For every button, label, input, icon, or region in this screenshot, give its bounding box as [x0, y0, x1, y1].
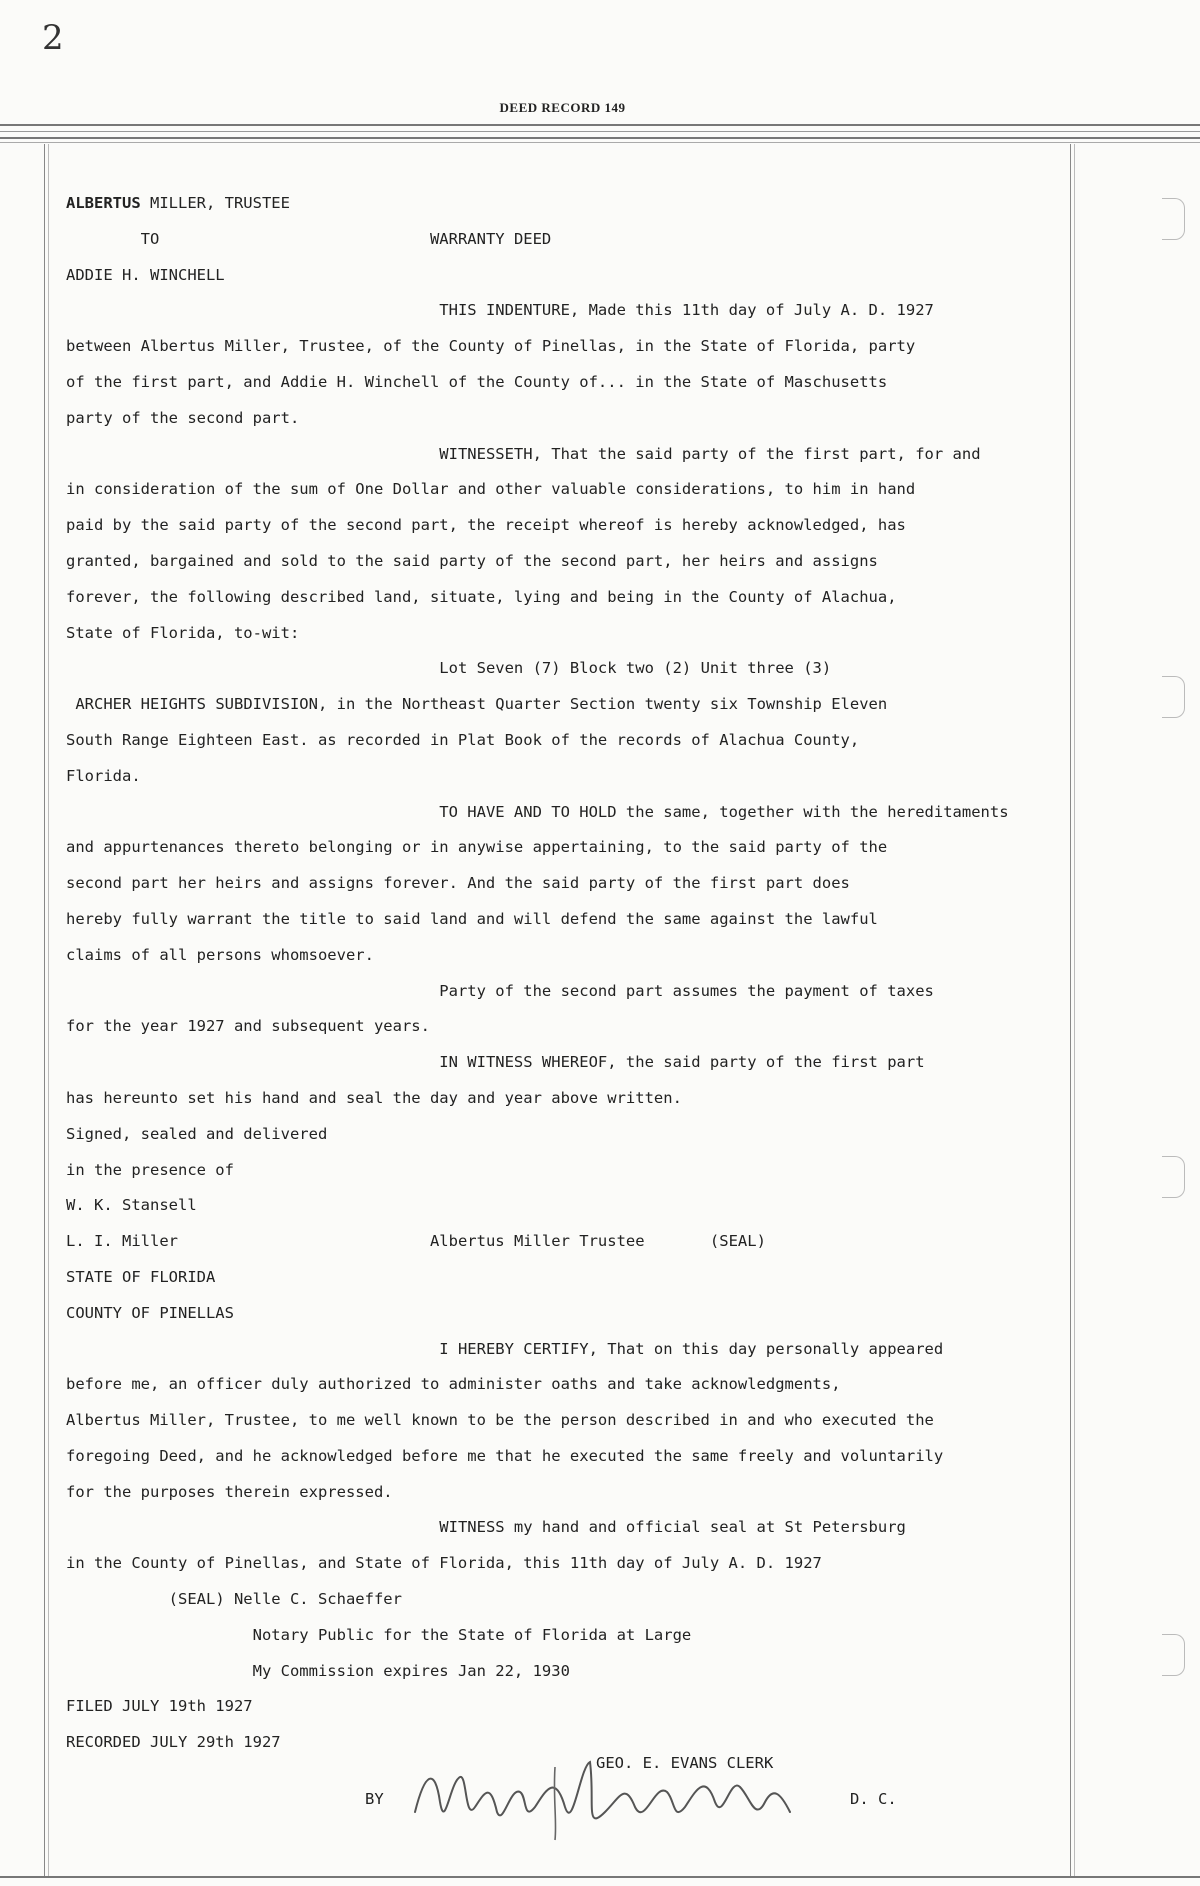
deed-text: and appurtenances thereto belonging or in anywise appertaining, to the said party of the — [66, 838, 888, 857]
deed-line — [66, 544, 1066, 580]
deed-line — [66, 759, 1066, 795]
deed-line — [66, 1224, 1066, 1260]
indent-space — [66, 803, 439, 821]
deed-line — [66, 186, 1066, 222]
deed-line — [66, 365, 1066, 401]
deed-line — [66, 1117, 1066, 1153]
deed-line — [66, 222, 1066, 258]
binder-ring-icon — [1162, 1156, 1185, 1198]
deed-text: in the presence of — [66, 1160, 234, 1179]
deed-line — [66, 1081, 1066, 1117]
deed-text: Notary Public for the State of Florida at Large — [252, 1625, 692, 1644]
deed-line — [66, 795, 1066, 831]
indent-space — [66, 301, 439, 319]
deed-text: ARCHER HEIGHTS SUBDIVISION, in the Northeast Quarter Section twenty six Township Eleven — [75, 695, 888, 714]
deed-text: Party of the second part assumes the payment of taxes — [439, 981, 934, 1000]
indent-space — [66, 1662, 253, 1680]
deed-body — [66, 186, 1066, 1761]
deed-line — [66, 1009, 1066, 1045]
deed-text: of the first part, and Addie H. Winchell of the County of... in the State of Maschusetts — [66, 372, 888, 391]
deed-line — [66, 1475, 1066, 1511]
deed-line — [66, 866, 1066, 902]
deed-text: THIS INDENTURE, Made this 11th day of July A. D. 1927 — [439, 301, 934, 320]
deed-line — [66, 1367, 1066, 1403]
deed-text: claims of all persons whomsoever. — [66, 945, 374, 964]
deed-line — [66, 293, 1066, 329]
indent-space — [66, 1053, 439, 1071]
deed-line — [66, 1045, 1066, 1081]
deed-line — [66, 508, 1066, 544]
header-rule — [0, 131, 1200, 132]
indent-space — [66, 445, 439, 463]
deed-text: foregoing Deed, and he acknowledged before me that he executed the same freely and voluntarily — [66, 1446, 944, 1465]
deed-text: hereby fully warrant the title to said land and will defend the same against the lawful — [66, 909, 878, 928]
deed-line — [66, 938, 1066, 974]
deed-line — [66, 687, 1066, 723]
deed-text: Florida. — [66, 766, 141, 785]
page-header-title: DEED RECORD 149 — [499, 100, 626, 115]
deed-line — [66, 651, 1066, 687]
deed-line — [66, 437, 1066, 473]
deed-line — [66, 1153, 1066, 1189]
deed-line — [66, 258, 1066, 294]
deed-line — [66, 1332, 1066, 1368]
page-number: 2 — [42, 18, 64, 58]
deed-text: TO — [140, 229, 160, 248]
indent-space — [66, 695, 75, 713]
deed-line — [66, 329, 1066, 365]
header-rule — [0, 137, 1200, 139]
clerk-name: GEO. E. EVANS CLERK — [596, 1754, 774, 1772]
deed-text: (SEAL) Nelle C. Schaeffer — [168, 1590, 402, 1609]
left-margin-line — [48, 144, 49, 1876]
indent-space — [66, 982, 439, 1000]
binder-ring-icon — [1162, 198, 1185, 240]
deed-text — [178, 1232, 430, 1250]
indent-space — [66, 1626, 253, 1644]
deed-text: in the County of Pinellas, and State of Florida, this 11th day of July A. D. 1927 — [66, 1554, 822, 1573]
deed-line — [66, 1546, 1066, 1582]
deed-text: IN WITNESS WHEREOF, the said party of the first part — [439, 1053, 925, 1072]
deed-line — [66, 1403, 1066, 1439]
deed-line — [66, 580, 1066, 616]
deed-text: ADDIE H. WINCHELL — [66, 265, 225, 284]
deed-text: South Range Eighteen East. as recorded in Plat Book of the records of Alachua County, — [66, 730, 860, 749]
indent-space — [66, 659, 439, 677]
deed-text: STATE OF FLORIDA — [66, 1267, 216, 1286]
footer-rule — [0, 1876, 1200, 1878]
deed-line — [66, 401, 1066, 437]
deed-text: WARRANTY DEED — [429, 229, 552, 248]
deed-text: has hereunto set his hand and seal the day and year above written. — [66, 1088, 682, 1107]
deed-line — [66, 830, 1066, 866]
header-rule — [0, 124, 1200, 126]
deed-line — [66, 1188, 1066, 1224]
deed-line — [66, 616, 1066, 652]
deed-text: Signed, sealed and delivered — [66, 1124, 328, 1143]
deed-text: paid by the said party of the second part, the receipt whereof is hereby acknowledged, has — [66, 516, 906, 535]
deed-text: Lot Seven (7) Block two (2) Unit three (3) — [439, 659, 832, 678]
deed-text: I HEREBY CERTIFY, That on this day personally appeared — [439, 1339, 944, 1358]
deed-line — [66, 974, 1066, 1010]
deed-text: L. I. Miller — [66, 1232, 178, 1251]
indent-space — [66, 1518, 439, 1536]
binder-ring-icon — [1162, 1634, 1185, 1676]
deed-line — [66, 1654, 1066, 1690]
deed-text: Albertus Miller Trustee — [429, 1232, 645, 1251]
deputy-clerk-label: D. C. — [850, 1790, 897, 1808]
right-margin-line — [1070, 144, 1071, 1876]
deed-line — [66, 1510, 1066, 1546]
deed-text: in consideration of the sum of One Dollar and other valuable considerations, to him in hand — [66, 480, 916, 499]
binder-ring-icon — [1162, 676, 1185, 718]
deed-text — [159, 230, 430, 248]
deed-text: second part her heirs and assigns forever. And the said party of the first part does — [66, 874, 850, 893]
indent-space — [66, 1340, 439, 1358]
deed-line — [66, 1582, 1066, 1618]
deed-text: (SEAL) — [709, 1232, 766, 1251]
deed-text: W. K. Stansell — [66, 1196, 197, 1215]
deed-line — [66, 1618, 1066, 1654]
deed-line — [66, 902, 1066, 938]
deed-text: forever, the following described land, situate, lying and being in the County of Alachua, — [66, 587, 897, 606]
deed-text: WITNESSETH, That the said party of the first part, for and — [439, 444, 981, 463]
by-label: BY — [365, 1790, 384, 1808]
deed-text: granted, bargained and sold to the said party of the second part, her heirs and assigns — [66, 551, 878, 570]
deed-line — [66, 1689, 1066, 1725]
deed-text — [645, 1232, 710, 1250]
deed-text: for the purposes therein expressed. — [66, 1482, 393, 1501]
indent-space — [66, 230, 141, 248]
deed-text: Albertus Miller, Trustee, to me well known to be the person described in and who executed the — [66, 1411, 934, 1430]
deed-text: MILLER, TRUSTEE — [140, 194, 290, 212]
right-margin-line — [1074, 144, 1075, 1876]
deed-text: party of the second part. — [66, 408, 300, 427]
deed-line — [66, 1439, 1066, 1475]
left-margin-line — [44, 144, 45, 1876]
indent-space — [66, 1590, 169, 1608]
handwritten-signature-icon — [405, 1752, 825, 1842]
deed-text: between Albertus Miller, Trustee, of the County of Pinellas, in the State of Florida, party — [66, 337, 916, 356]
deed-text: FILED JULY 19th 1927 — [66, 1697, 253, 1716]
deed-text: TO HAVE AND TO HOLD the same, together with the hereditaments — [439, 802, 1009, 821]
deed-line — [66, 723, 1066, 759]
deed-line — [66, 472, 1066, 508]
deed-text: ALBERTUS — [66, 194, 141, 212]
deed-line — [66, 1296, 1066, 1332]
deed-text: for the year 1927 and subsequent years. — [66, 1017, 430, 1036]
deed-text: COUNTY OF PINELLAS — [66, 1303, 234, 1322]
deed-text: before me, an officer duly authorized to administer oaths and take acknowledgments, — [66, 1375, 841, 1394]
deed-text: State of Florida, to-wit: — [66, 623, 300, 642]
header-rule — [0, 142, 1200, 143]
deed-text: My Commission expires Jan 22, 1930 — [252, 1661, 570, 1680]
deed-line — [66, 1260, 1066, 1296]
deed-text: RECORDED JULY 29th 1927 — [66, 1733, 281, 1752]
deed-text: WITNESS my hand and official seal at St Petersburg — [439, 1518, 906, 1537]
